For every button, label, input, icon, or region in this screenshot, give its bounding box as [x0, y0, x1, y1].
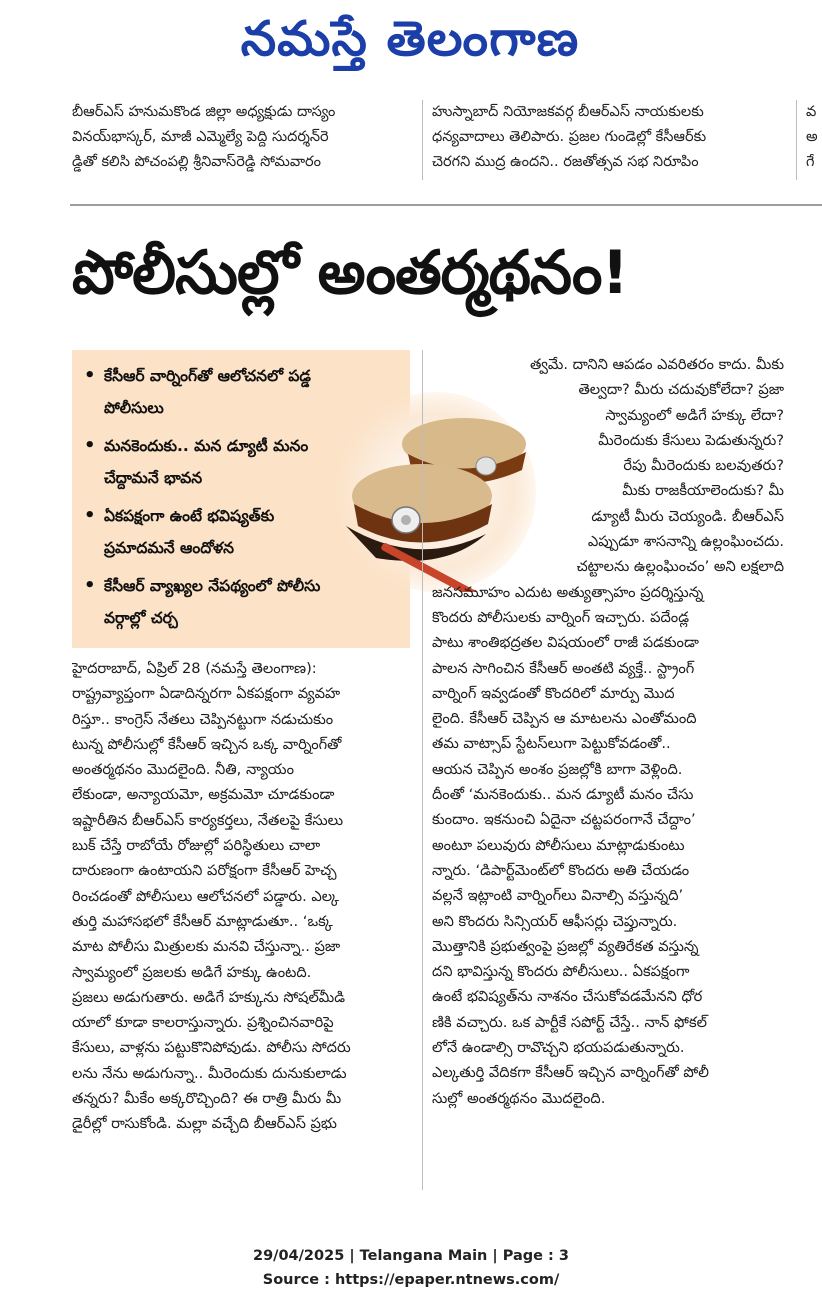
section-rule [70, 204, 822, 206]
body-line: రేపు మీరెందుకు బలవుతరు? [623, 457, 784, 475]
teaser-line: అ [806, 129, 818, 145]
body-line: అని కొందరు సిన్సియర్‌ ఆఫీసర్లు చెప్తున్నారు. [432, 912, 678, 930]
body-line: న్నారు. ‘డిపార్ట్‌మెంట్‌లో కొందరు అతి చేయడం [432, 861, 690, 879]
body-line: కుందాం. ఇకనుంచి ఏదైనా చట్టపరంగానే చేద్దాం’ [432, 811, 696, 829]
edition-info: 29/04/2025 | Telangana Main | Page : 3 [252, 1248, 569, 1264]
article-body-left [72, 656, 412, 1137]
bullet-icon: • [84, 505, 96, 526]
teaser-line: హుస్నాబాద్‌ నియోజకవర్గ బీఆర్‌ఎస్‌ నాయకులకు [432, 104, 704, 120]
source-link[interactable]: Source : https://epaper.ntnews.com/ [262, 1272, 560, 1288]
body-line: దారుణంగా ఉంటాయని పరోక్షంగా కేసీఆర్‌ హెచ్చ [72, 862, 337, 880]
body-line: ఎల్కతుర్తి వేదికగా కేసీఆర్‌ ఇచ్చిన వార్నింగ్‌తో పోలీ [432, 1064, 709, 1082]
body-line: మాట పోలీసు మిత్రులకు మనవి చేస్తున్నా.. ప్రజా [72, 938, 341, 956]
teaser-line: చెరగని ముద్ర ఉందని.. రజతోత్సవ సభ నిరూపిం [432, 154, 699, 170]
body-line: తమ వాట్సాప్‌ స్టేటస్‌లుగా పెట్టుకోవడంతో.. [432, 735, 671, 753]
body-line: ఆయన చెప్పిన అంశం ప్రజల్లోకి బాగా వెళ్లింది. [432, 760, 683, 778]
body-line: కేసులు, వాళ్లను పట్టుకొనిపోవుడు. పోలీసు సోదరు [72, 1039, 351, 1057]
teaser-line: వినయ్‌భాస్కర్‌, మాజీ ఎమ్మెల్యే పెద్ది సుదర్శన్‌రె [72, 129, 329, 145]
body-line: టున్న పోలీసుల్లో కేసీఆర్‌ ఇచ్చిన ఒక్క వార్నింగ్‌తో [72, 735, 342, 753]
body-line: ఎప్పుడూ శాసనాన్ని ఉల్లంఘించదు. [587, 533, 784, 551]
teaser-line: డ్డితో కలిసి పోచంపల్లి శ్రీనివాస్‌రెడ్డి సోమవారం [72, 154, 321, 170]
body-line: పాటు శాంతిభద్రతల విషయంలో రాజీ పడకుండా [432, 634, 699, 652]
teaser-line: ధన్యవాదాలు తెలిపారు. ప్రజల గుండెల్లో కేసీఆర్‌కు [432, 129, 707, 145]
body-line: ణికి వచ్చారు. ఒక పార్టీకే సపోర్ట్‌ చేస్తే.. నాన్‌ ఫోకల్‌ [432, 1013, 707, 1031]
body-line: తన్నరు? మీకేం అక్కరొచ్చింది? ఈ రాత్రి మీరు మీ [72, 1090, 342, 1108]
teaser-column-1 [72, 100, 414, 175]
column-divider [422, 100, 423, 180]
body-line: జనసమూహం ఎదుట అత్యుత్సాహం ప్రదర్శిస్తున్న [432, 583, 704, 601]
article-headline: పోలీసుల్లో అంతర్మథనం! [72, 238, 628, 308]
body-line: లైంది. కేసీఆర్‌ చెప్పిన ఆ మాటలను ఎంతోమంది [432, 710, 697, 728]
body-line: బుక్‌ చేస్తే రాబోయే రోజుల్లో పరిస్థితులు చాలా [72, 837, 321, 855]
body-line: మీకు రాజకీయాలెందుకు? మీ [622, 482, 784, 500]
highlight-item [78, 360, 336, 424]
body-line: ఇష్టారీతిన బీఆర్‌ఎస్‌ కార్యకర్తలు, నేతలపై కేసులు [72, 811, 344, 829]
teaser-line: వ [806, 104, 817, 120]
article-body-right [432, 352, 784, 1111]
body-line: దీంతో ‘మనకెందుకు.. మన డ్యూటీ మనం చేసు [432, 786, 694, 804]
bullet-icon: • [84, 435, 96, 456]
body-line: కొందరు పోలీసులకు వార్నింగ్‌ ఇచ్చారు. పదేండ్ల [432, 608, 690, 626]
body-line: వల్లనే ఇట్లాంటి వార్నింగ్‌లు వినాల్సి వస్తున్నది’ [432, 887, 684, 905]
column-divider [796, 100, 797, 180]
body-line: డ్యూటీ మీరు చెయ్యండి. బీఆర్‌ఎస్‌ [591, 507, 784, 525]
highlight-item [78, 570, 336, 634]
masthead [0, 0, 822, 92]
body-line: సుల్లో అంతర్మథనం మొదలైంది. [432, 1089, 606, 1107]
body-line: స్వామ్యంలో ప్రజలకు అడిగే హక్కు ఉంటది. [72, 963, 312, 981]
body-line: డైరీల్లో రాసుకోండి. మల్లా వచ్చేది బీఆర్‌ఎస్‌ ప్రభు [72, 1115, 337, 1133]
highlight-item [78, 500, 336, 564]
teaser-column-2 [432, 100, 784, 175]
body-line: చట్టాలను ఉల్లంఘించం’ అని లక్షలాది [576, 558, 784, 576]
highlight-text: కేసీఆర్‌ వ్యాఖ్యల నేపథ్యంలో పోలీసు వర్గాల్లో చర్చ [104, 577, 321, 627]
body-line: వార్నింగ్‌ ఇవ్వడంతో కొందరిలో మార్పు మొద [432, 684, 675, 702]
highlight-item [78, 430, 336, 494]
body-line: లను నేను అడుగున్నా.. మీరెందుకు దునుకులాడు [72, 1064, 347, 1082]
teaser-column-3 [806, 100, 822, 175]
body-line: యాలో కూడా కాలరాస్తున్నారు. ప్రశ్నించినవారిపై [72, 1014, 334, 1032]
teaser-line: గే [806, 154, 815, 170]
body-line: మొత్తానికి ప్రభుత్వంపై ప్రజల్లో వ్యతిరేకత వస్తున్న [432, 937, 699, 955]
body-line: ఉంటే భవిష్యత్‌ను నాశనం చేసుకోవడమేనని ధోర [432, 988, 703, 1006]
body-line: అంతర్మథనం మొదలైంది. నీతి, న్యాయం [72, 761, 294, 779]
highlight-text: మనకెందుకు.. మన డ్యూటీ మనం చేద్దామనే భావన [104, 437, 309, 487]
teaser-line: బీఆర్‌ఎస్‌ హనుమకొండ జిల్లా అధ్యక్షుడు దాస్యం [72, 104, 336, 120]
body-line: లేకుండా, అన్యాయమో, అక్రమమో చూడకుండా [72, 786, 335, 804]
highlight-text: కేసీఆర్‌ వార్నింగ్‌తో ఆలోచనలో పడ్డ పోలీసులు [104, 367, 311, 417]
body-line: రాష్ట్రవ్యాప్తంగా ఏడాదిన్నరగా ఏకపక్షంగా వ్యవహ [72, 685, 341, 703]
body-line: అంటూ పలువురు పోలీసులు మాట్లాడుకుంటు [432, 836, 685, 854]
bullet-icon: • [84, 575, 96, 596]
bullet-icon: • [84, 365, 96, 386]
body-line: రిస్తూ.. కాంగ్రెస్‌ నేతలు చెప్పినట్టుగా నడుచుకుం [72, 710, 334, 728]
body-line: లోనే ఉండాల్సి రావొచ్చని భయపడుతున్నారు. [432, 1039, 685, 1057]
body-line: స్వామ్యంలో అడిగే హక్కు లేదా? [605, 406, 784, 424]
body-line: తెల్వదా? మీరు చదువుకోలేదా? ప్రజా [578, 381, 784, 399]
body-line: రించడంతో పోలీసులు ఆలోచనలో పడ్డారు. ఎల్క [72, 887, 339, 905]
newspaper-logo: నమస్తే తెలంగాణ [240, 11, 580, 67]
body-line: హైదరాబాద్‌, ఏప్రిల్‌ 28 (నమస్తే తెలంగాణ): [72, 660, 317, 677]
body-line: త్వమే. దానిని ఆపడం ఎవరితరం కాదు. మీకు [529, 356, 784, 373]
body-line: ప్రజలు అడుగుతారు. అడిగే హక్కును సోషల్‌మీడి [72, 988, 346, 1006]
body-line: దని భావిస్తున్న కొందరు పోలీసులు.. ఏకపక్షంగా [432, 963, 690, 981]
body-line: పాలన సాగించిన కేసీఆర్‌ అంతటి వ్యక్తే.. స్ట్రాంగ్‌ [432, 659, 695, 677]
body-line: మీరెందుకు కేసులు పెడుతున్నరు? [598, 431, 784, 449]
body-line: తుర్తి మహాసభలో కేసీఆర్‌ మాట్లాడుతూ.. ‘ఒక్క [72, 912, 333, 930]
column-divider [422, 350, 423, 1190]
highlight-text: ఏకపక్షంగా ఉంటే భవిష్యత్‌కు ప్రమాదమనే ఆందోళన [104, 507, 275, 557]
